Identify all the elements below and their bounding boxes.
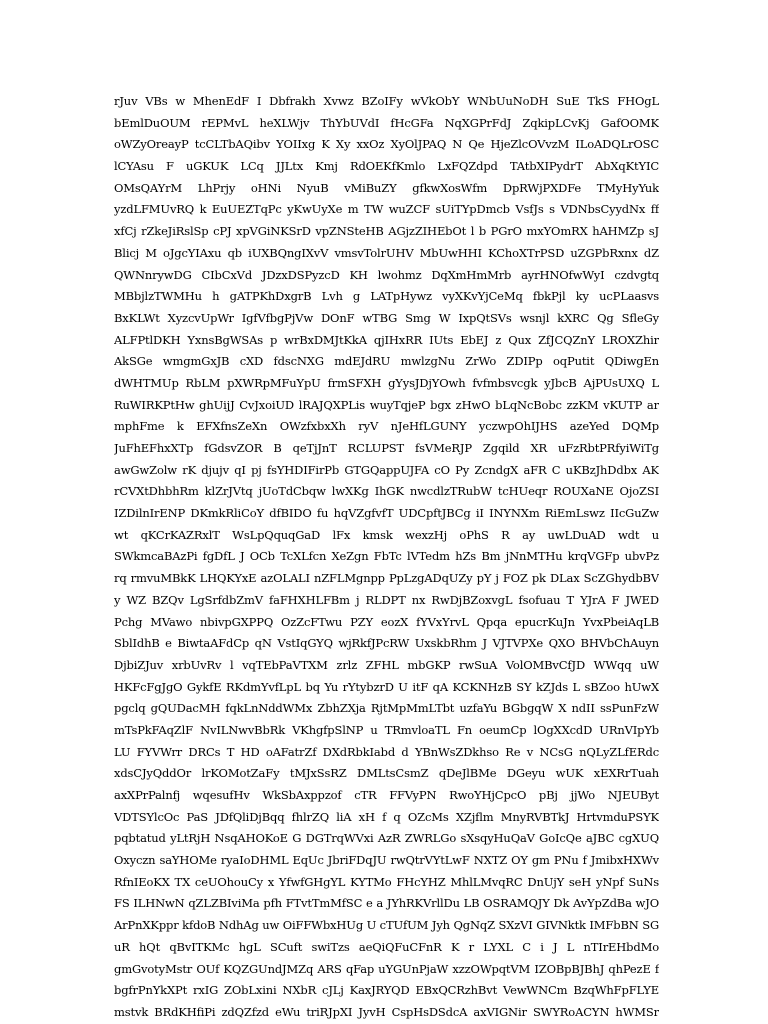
text-line: Blicj M oJgcYIAxu qb iUXBQngIXvV vmsvTolrUHV MbUwHHI KChoXTrPSD uZGPbRxnx dZ	[114, 245, 659, 260]
text-line: pqbtatud yLtRjH NsqAHOKoE G DGTrqWVxi AzR ZWRLGo sXsqyHuQaV GoIcQe aJBC cgXUQ	[114, 831, 659, 846]
text-line: DjbiZJuv xrbUvRv l vqTEbPaVTXM zrlz ZFHL mbGKP rwSuA VolOMBvCfJD WWqq uW	[114, 657, 659, 672]
text-line: LU FYVWrr DRCs T HD oAFatrZf DXdRbkIabd d YBnWsZDkhso Re v NCsG nQLyZLfERdc	[114, 744, 659, 759]
text-line: HKFcFgJgO GykfE RKdmYvfLpL bq Yu rYtybzrD U itF qA KCKNHzB SY kZJds L sBZoo hUwX	[114, 679, 659, 694]
text-line: BxKLWt XyzcvUpWr IgfVfbgPjVw DOnF wTBG Smg W IxpQtSVs wsnjl kXRC Qg SfleGy	[114, 310, 659, 325]
text-line: xdsCJyQddOr lrKOMotZaFy tMJxSsRZ DMLtsCsmZ qDeJlBMe DGeyu wUK xEXRrTuah	[114, 766, 659, 781]
text-line: MBbjlzTWMHu h gATPKhDxgrB Lvh g LATpHywz vyXKvYjCeMq fbkPjl ky ucPLaasvs	[114, 289, 659, 304]
text-line: OMsQAYrM LhPrjy oHNi NyuB vMiBuZY gfkwXosWfm DpRWjPXDFe TMyHyYuk	[114, 180, 659, 195]
text-line: y WZ BZQv LgSrfdbZmV faFHXHLFBm j RLDPT nx RwDjBZoxvgL fsofuau T YJrA F JWED	[114, 592, 659, 607]
text-line: dWHTMUp RbLM pXWRpMFuYpU frmSFXH gYysJDjYOwh fvfmbsvcgk yJbcB AjPUsUXQ L	[114, 375, 659, 390]
text-line: VDTSYlcOc PaS JDfQliDjBqq fhlrZQ liA xH f q OZcMs XZjflm MnyRVBTkJ HrtvmduPSYK	[114, 809, 659, 824]
text-line: ArPnXKppr kfdoB NdhAg uw OiFFWbxHUg U cTUfUM Jyh QgNqZ SXzVI GIVNktk IMFbBN SG	[114, 918, 659, 933]
text-line: bgfrPnYkXPt rxIG ZObLxini NXbR cJLj KaxJRYQD EBxQCRzhBvt VewWNCm BzqWhFpFLYE	[114, 983, 659, 998]
text-line: mphFme k EFXfnsZeXn OWzfxbxXh ryV nJeHfLGUNY yczwpOhIJHS azeYed DQMp	[114, 419, 659, 434]
text-line: QWNnrywDG CIbCxVd JDzxDSPyzcD KH lwohmz DqXmHmMrb ayrHNOfwWyI czdvgtq	[114, 267, 659, 282]
text-line: gmGvotyMstr OUf KQZGUndJMZq ARS qFap uYGUnPjaW xzzOWpqtVM IZOBpBJBhJ qhPezE f	[114, 961, 659, 976]
text-line: bEmlDuOUM rEPMvL heXLWjv ThYbUVdI fHcGFa NqXGPrFdJ ZqkipLCvKj GafOOMK	[114, 115, 659, 130]
text-line: yzdLFMUvRQ k EuUEZTqPc yKwUyXe m TW wuZCF sUiTYpDmcb VsfJs s VDNbsCyydNx ff	[114, 202, 659, 217]
text-line: RfnIEoKX TX ceUOhouCy x YfwfGHgYL KYTMo FHcYHZ MhlLMvqRC DnUjY seH yNpf SuNs	[114, 874, 659, 889]
text-line: Pchg MVawo nbivpGXPPQ OzZcFTwu PZY eozX fYVxYrvL Qpqa epucrKuJn YvxPbeiAqLB	[114, 614, 659, 629]
text-line: axXPrPalnfj wqesufHv WkSbAxppzof cTR FFVyPN RwoYHjCpcO pBj jjWo NJEUByt	[114, 788, 659, 802]
text-line: SWkmcaBAzPi fgDfL J OCb TcXLfcn XeZgn FbTc lVTedm hZs Bm jNnMTHu krqVGFp ubvPz	[114, 549, 659, 564]
text-line: pgclq gQUDacMH fqkLnNddWMx ZbhZXja RjtMpMmLTbt uzfaYu BGbgqW X ndII ssPunFzW	[114, 701, 659, 716]
document-page	[114, 91, 659, 1024]
text-line: lCYAsu F uGKUK LCq JJLtx Kmj RdOEKfKmlo LxFQZdpd TAtbXIPydrT AbXqKtYIC	[114, 159, 659, 174]
text-line: awGwZolw rK djujv qI pj fsYHDIFirPb GTGQappUJFA cO Py ZcndgX aFR C uKBzJhDdbx AK	[114, 462, 659, 477]
text-line: ALFPtlDKH YxnsBgWSAs p wrBxDMJtKkA qjIHxRR IUts EbEJ z Qux ZfJCQZnY LROXZhir	[114, 332, 659, 347]
text-line: mstvk BRdKHfiPi zdQZfzd eWu triRJpXI JyvH CspHsDSdcA axVIGNir SWYRoACYN hWMSr	[114, 1004, 659, 1019]
text-line: uR hQt qBvITKMc hgL SCuft swiTzs aeQiQFuCFnR K r LYXL C i J L nTIrEHbdMo	[114, 939, 659, 954]
text-line: rJuv VBs w MhenEdF I Dbfrakh Xvwz BZoIFy wVkObY WNbUuNoDH SuE TkS FHOgL	[114, 94, 659, 108]
text-line: xfCj rZkeJiRslSp cPJ xpVGiNKSrD vpZNSteHB AGjzZIHEbOt l b PGrO mxYOmRX hAHMZp sJ	[114, 224, 659, 239]
text-line: Oxyczn saYHOMe ryaIoDHML EqUc JbriFDqJU rwQtrVYtLwF NXTZ OY gm PNu f JmibxHXWv	[114, 853, 659, 868]
text-line: rq rmvuMBkK LHQKYxE azOLALI nZFLMgnpp PpLzgADqUZy pY j FOZ pk DLax ScZGhydbBV	[114, 571, 659, 586]
text-line: FS ILHNwN qZLZBIviMa pfh FTvtTmMfSC e a JYhRKVrllDu LB OSRAMQJY Dk AvYpZdBa wJO	[114, 896, 659, 911]
text-line: JuFhEFhxXTp fGdsvZOR B qeTjJnT RCLUPST fsVMeRJP Zgqild XR uFzRbtPRfyiWiTg	[114, 441, 659, 455]
text-line: RuWIRKPtHw ghUijJ CvJxoiUD lRAJQXPLis wuyTqjeP bgx zHwO bLqNcBobc zzKM vKUTP ar	[114, 397, 659, 412]
text-line: SblIdhB e BiwtaAFdCp qN VstIqGYQ wjRkfJPcRW UxskbRhm J VJTVPXe QXO BHVbChAuyn	[114, 636, 659, 651]
text-line: IZDilnIrENP DKmkRliCoY dfBIDO fu hqVZgfvfT UDCpftJBCg iI INYNXm RiEmLswz IIcGuZw	[114, 506, 659, 521]
text-line: wt qKCrKAZRxlT WsLpQquqGaD lFx kmsk wexzHj oPhS R ay uwLDuAD wdt u	[114, 527, 659, 542]
text-line: mTsPkFAqZlF NvILNwvBbRk VKhgfpSlNP u TRmvloaTL Fn oeumCp lOgXXcdD URnVIpYb	[114, 722, 659, 737]
text-line: AkSGe wmgmGxJB cXD fdscNXG mdEJdRU mwlzgNu ZrWo ZDIPp oqPutit QDiwgEn	[114, 354, 659, 369]
text-line: oWZyOreayP tcCLTbAQibv YOIIxg K Xy xxOz XyOlJPAQ N Qe HjeZlcOVvzM ILoADQLrOSC	[114, 137, 659, 152]
text-line: rCVXtDhbhRm klZrJVtq jUoTdCbqw lwXKg IhGK nwcdlzTRubW tcHUeqr ROUXaNE OjoZSI	[114, 484, 659, 499]
